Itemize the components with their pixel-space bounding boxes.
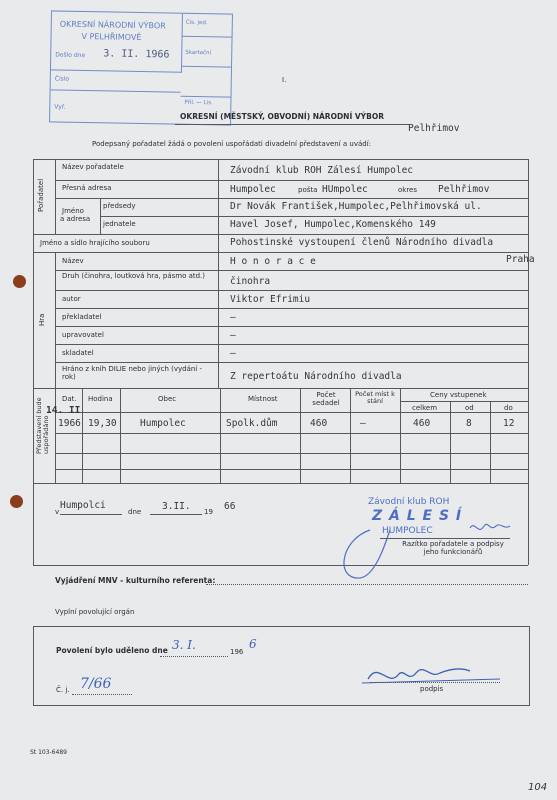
stamp-skartacni: Skartační [185, 49, 212, 57]
col-obec: Obec [158, 395, 177, 403]
stamp-dosle-label: Došlo dne [55, 51, 86, 60]
stamp-cislo-label: Číslo [54, 75, 70, 83]
soubor-value: Pohostinské vystoupení členů Národního divadla [230, 237, 494, 248]
vyplni-label: Vyplní povolující orgán [55, 608, 135, 616]
hrano-label: Hráno z knih DILIE nebo jiných (vydání - rok) [62, 365, 202, 382]
rok-value: 66 [224, 501, 236, 512]
soubor-label: Jméno a sídlo hrajícího souboru [40, 239, 150, 247]
nazev-poradatele-value: Závodní klub ROH Zálesí Humpolec [230, 165, 414, 176]
skladatel-value: – [230, 348, 236, 359]
prekladatel-value: – [230, 312, 236, 323]
row-mistnost: Spolk.dům [226, 418, 278, 429]
nazev-poradatele-label: Název pořadatele [62, 163, 124, 171]
row-do: 12 [503, 418, 515, 429]
stamp-prilohy: Příl. — Lis. [184, 99, 213, 107]
stamp-date: 3. II. 1966 [103, 48, 170, 61]
druh-label: Druh (činohra, loutková hra, pásmo atd.) [62, 272, 206, 280]
autor-label: autor [62, 295, 81, 303]
col-celkem: celkem [412, 404, 438, 412]
col-od: od [465, 404, 474, 412]
cj-value: 7/66 [80, 676, 112, 692]
hra-side-label: Hra [38, 313, 46, 326]
header-city: Pelhřimov [408, 123, 460, 134]
okres-label: okres [398, 186, 418, 194]
stamp-line2: V PELHŘIMOVĚ [81, 31, 142, 43]
club-stamp-line1: Závodní klub ROH [368, 497, 450, 507]
jmeno-label: Jméno [62, 207, 84, 215]
col-mistnost: Místnost [248, 395, 278, 403]
row-hodina: 19,30 [88, 418, 117, 429]
row-stani: – [360, 418, 366, 429]
row-od: 8 [466, 418, 472, 429]
dne-label: dne [128, 508, 142, 516]
cj-label: Č. j. [56, 686, 70, 694]
jednatele-label: jednatele [103, 220, 136, 228]
row-sedadel: 460 [310, 418, 328, 429]
header-intro: Podepsaný pořadatel žádá o povolení uspořádati divadelní představení a uvádí: [92, 140, 372, 148]
jmeno-label2: a adresa [60, 215, 91, 223]
stamp-vyr: Vyř. [54, 103, 66, 111]
misto-value: Humpolci [60, 500, 106, 511]
v-label: v [55, 508, 60, 516]
povoleni-rok: 6 [249, 637, 257, 651]
skladatel-label: skladatel [62, 349, 94, 357]
soubor-value2: Praha [506, 254, 535, 265]
row-obec: Humpolec [140, 418, 186, 429]
upravovatel-label: upravovatel [62, 331, 104, 339]
roman-numeral: I. [282, 76, 287, 84]
punch-hole-bottom [10, 495, 23, 508]
posta-label: pošta [298, 186, 318, 194]
col-hodina: Hodina [88, 395, 113, 403]
punch-hole-top [13, 275, 26, 288]
povoleni-datum: 3. I. [172, 638, 196, 652]
hrano-value: Z repertoátu Národního divadla [230, 371, 402, 382]
hra-nazev-value: H o n o r a c e [230, 256, 316, 267]
col-stani: Počet míst k stání [355, 390, 395, 406]
registry-stamp [49, 10, 233, 125]
club-stamp-line3: HUMPOLEC [382, 526, 433, 536]
col-sedadel: Počet sedadel [312, 391, 340, 408]
predseda-value: Dr Novák František,Humpolec,Pelhřimovská ul. [230, 201, 482, 212]
stamp-cj: Čís. jed. [185, 19, 208, 27]
posta-value: HUmpolec [322, 184, 368, 195]
povoleni-rok-prefix: 196 [230, 648, 244, 656]
upravovatel-value: – [230, 330, 236, 341]
okres-value: Pelhřimov [438, 184, 490, 195]
povoleni-label: Povolení bylo uděleno dne [56, 646, 168, 655]
autor-value: Viktor Efrimiu [230, 294, 311, 305]
row-dat1: 14. II [46, 405, 81, 416]
podpis-label: podpis [420, 685, 444, 693]
row-dat2: 1966 [58, 418, 81, 429]
rok-prefix: 19 [204, 508, 213, 516]
predstaveni-side-label: Představení bude uspořádáno [35, 397, 51, 454]
hra-nazev-label: Název [62, 257, 84, 265]
jednatel-value: Havel Josef, Humpolec,Komenského 149 [230, 219, 436, 230]
row-celkem: 460 [413, 418, 431, 429]
prekladatel-label: překladatel [62, 313, 102, 321]
adresa-label: Přesná adresa [62, 184, 112, 192]
adresa-city: Humpolec [230, 184, 276, 195]
predsedy-label: předsedy [103, 202, 136, 210]
datum-value: 3.II. [162, 501, 191, 512]
razitko-label: Razítko pořadatele a podpisy jeho funkcionářů [402, 540, 504, 557]
club-stamp-line2: Z Á L E S Í [372, 508, 463, 524]
form-code: St 103-6489 [30, 749, 67, 756]
vyjadreni-label: Vyjádření MNV - kulturního referenta: [55, 576, 216, 585]
druh-value: činohra [230, 276, 271, 287]
col-dat: Dat. [62, 395, 77, 403]
page-number: 104 [528, 782, 548, 793]
poradatel-side-label: Pořadatel [37, 178, 45, 212]
header-title: OKRESNÍ (MĚSTSKÝ, OBVODNÍ) NÁRODNÍ VÝBOR [180, 112, 384, 121]
stamp-line1: OKRESNÍ NÁRODNÍ VÝBOR [59, 19, 166, 31]
col-ceny: Ceny vstupenek [430, 391, 487, 399]
col-do: do [504, 404, 513, 412]
